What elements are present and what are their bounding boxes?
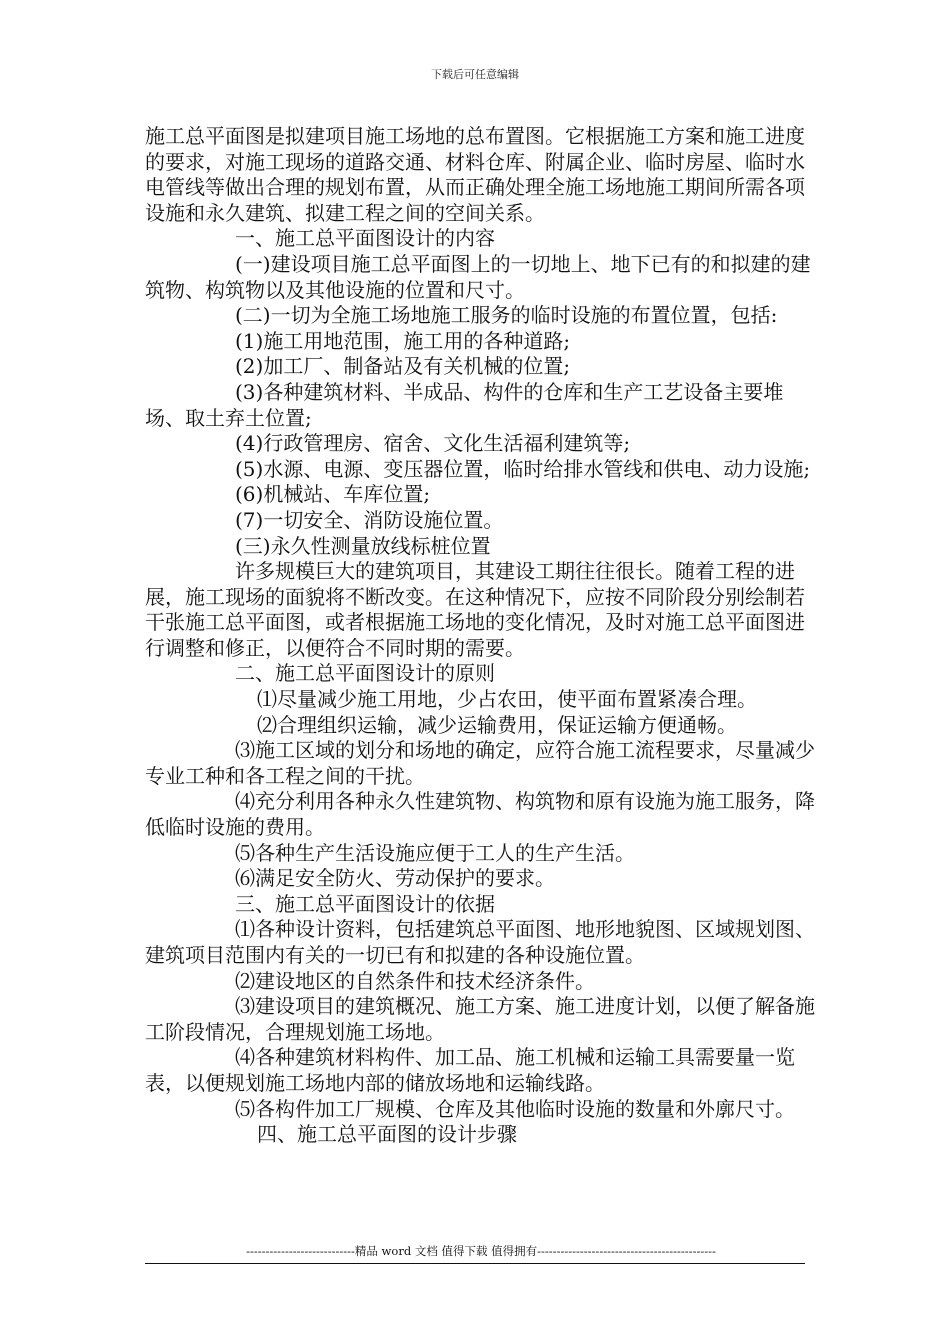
page-header: 下载后可任意编辑 [431, 68, 519, 81]
paragraph: 许多规模巨大的建筑项目，其建设工期往往很长。随着工程的进展，施工现场的面貌将不断改变。在这种情况下，应按不同阶段分别绘制若干张施工总平面图，或者根据施工场地的变化情况，及时对施工总平面图进行调整和修正，以便符合不同时期的需要。 [145, 559, 805, 660]
paragraph: (7)一切安全、消防设施位置。 [235, 507, 504, 532]
paragraph: 三、施工总平面图设计的依据 [235, 891, 495, 916]
paragraph: (1)施工用地范围，施工用的各种道路; [235, 328, 571, 353]
paragraph: 一、施工总平面图设计的内容 [235, 226, 495, 251]
paragraph: ⑴尽量减少施工用地，少占农田，使平面布置紧凑合理。 [257, 687, 757, 712]
paragraph: (一)建设项目施工总平面图上的一切地上、地下已有的和拟建的建筑物、构筑物以及其他设施的位置和尺寸。 [145, 251, 811, 302]
paragraph: ⑶建设项目的建筑概况、施工方案、施工进度计划，以便了解备施工阶段情况，合理规划施工场地。 [145, 994, 815, 1044]
paragraph: ⑹满足安全防火、劳动保护的要求。 [235, 866, 555, 891]
document-body [145, 124, 817, 1148]
paragraph: 二、施工总平面图设计的原则 [235, 661, 495, 686]
paragraph: (2)加工厂、制备站及有关机械的位置; [235, 354, 571, 379]
paragraph: ⑸各构件加工厂规模、仓库及其他临时设施的数量和外廓尺寸。 [235, 1096, 795, 1121]
paragraph: (三)永久性测量放线标桩位置 [235, 533, 491, 558]
paragraph: 施工总平面图是拟建项目施工场地的总布置图。它根据施工方案和施工进度的要求，对施工现场的道路交通、材料仓库、附属企业、临时房屋、临时水电管线等做出合理的规划布置，从而正确处理全施工场地施工期间所需各项设施和永久建筑、拟建工程之间的空间关系。 [145, 124, 805, 225]
paragraph: ⑶施工区域的划分和场地的确定，应符合施工流程要求，尽量减少专业工种和各工程之间的干扰。 [145, 738, 815, 788]
paragraph: (3)各种建筑材料、半成品、构件的仓库和生产工艺设备主要堆场、取土弃土位置; [145, 379, 784, 430]
paragraph: ⑸各种生产生活设施应便于工人的生产生活。 [235, 840, 635, 865]
paragraph: ⑵合理组织运输，减少运输费用，保证运输方便通畅。 [257, 712, 737, 737]
paragraph: ⑷各种建筑材料构件、加工品、施工机械和运输工具需要量一览表，以便规划施工场地内部的储放场地和运输线路。 [145, 1045, 795, 1095]
paragraph: (4)行政管理房、宿舍、文化生活福利建筑等; [235, 431, 631, 456]
paragraph: 四、施工总平面图的设计步骤 [257, 1122, 517, 1147]
paragraph: (5)水源、电源、变压器位置，临时给排水管线和供电、动力设施; [235, 456, 811, 481]
page-footer: ----------------------------精品 word 文档 值得下载 值得拥有---------------------------------------------- [246, 1244, 716, 1258]
paragraph: ⑴各种设计资料，包括建筑总平面图、地形地貌图、区域规划图、建筑项目范围内有关的一切已有和拟建的各种设施位置。 [145, 917, 815, 967]
footer-rule [145, 1263, 805, 1264]
paragraph: ⑷充分利用各种永久性建筑物、构筑物和原有设施为施工服务，降低临时设施的费用。 [145, 789, 815, 840]
paragraph: (二)一切为全施工场地施工服务的临时设施的布置位置，包括: [235, 303, 778, 328]
paragraph: (6)机械站、车库位置; [235, 482, 431, 507]
paragraph: ⑵建设地区的自然条件和技术经济条件。 [235, 968, 595, 993]
